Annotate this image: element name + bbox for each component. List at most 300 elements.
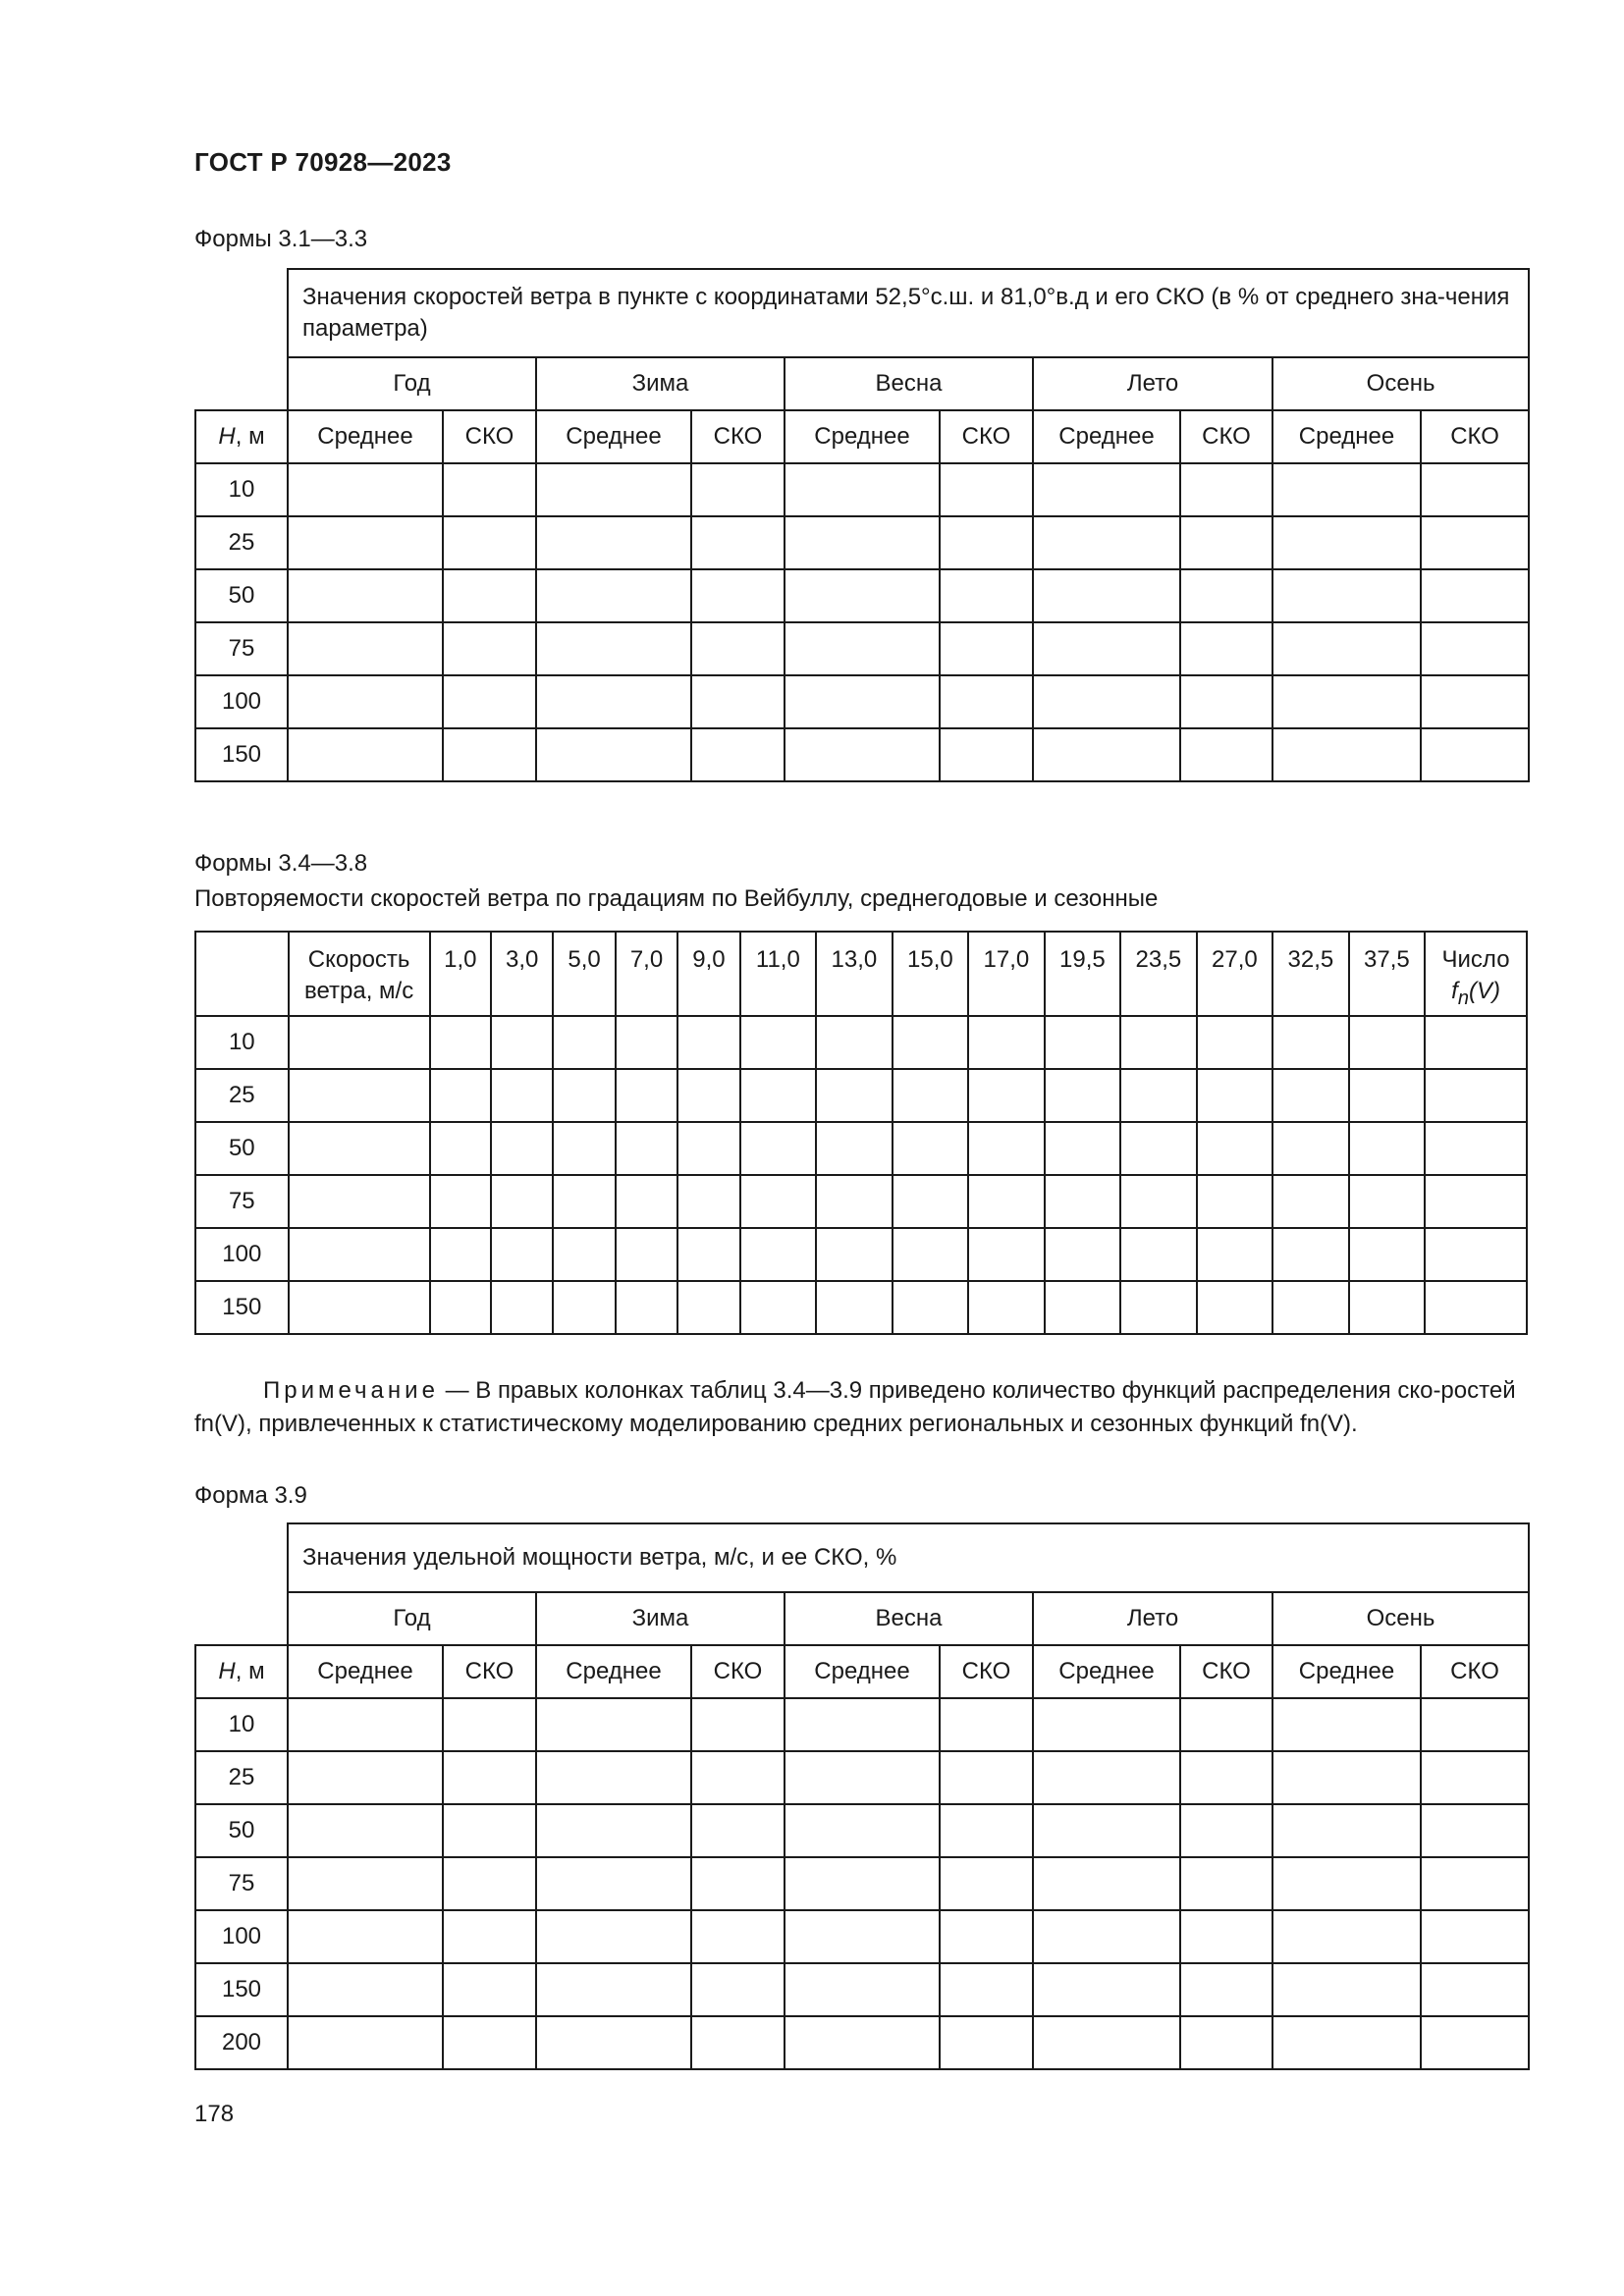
form1-empty-cell[interactable]: [288, 569, 443, 622]
form1-empty-cell[interactable]: [785, 622, 940, 675]
form3-empty-cell[interactable]: [536, 1698, 691, 1751]
form3-sko-header: СКО: [1180, 1645, 1272, 1698]
form2-empty-cell[interactable]: [491, 1228, 553, 1281]
form3-empty-cell[interactable]: [1421, 1804, 1529, 1857]
form2-empty-cell[interactable]: [616, 1122, 677, 1175]
form3-empty-cell[interactable]: [1421, 1910, 1529, 1963]
form2-empty-cell[interactable]: [1349, 1016, 1426, 1069]
form3-empty-cell[interactable]: [1180, 1910, 1272, 1963]
form2-empty-cell[interactable]: [816, 1122, 893, 1175]
form3-empty-cell[interactable]: [1272, 1910, 1421, 1963]
form2-empty-cell[interactable]: [1425, 1069, 1527, 1122]
form2-empty-cell[interactable]: [677, 1175, 739, 1228]
form2-empty-cell[interactable]: [289, 1122, 430, 1175]
form1-empty-cell[interactable]: [536, 516, 691, 569]
form1-empty-cell[interactable]: [1421, 463, 1529, 516]
form1-empty-cell[interactable]: [1421, 728, 1529, 781]
form2-speed-header: 1,0: [430, 932, 491, 1016]
form2-empty-cell[interactable]: [740, 1175, 817, 1228]
form1-empty-cell[interactable]: [288, 463, 443, 516]
form2-empty-cell[interactable]: [677, 1228, 739, 1281]
form3-empty-cell[interactable]: [536, 2016, 691, 2069]
form2-speed-header: 27,0: [1197, 932, 1273, 1016]
form3-empty-cell[interactable]: [1033, 1804, 1180, 1857]
form2-empty-cell[interactable]: [816, 1228, 893, 1281]
form3-empty-cell[interactable]: [1033, 1963, 1180, 2016]
form2-corner-blank: [195, 932, 289, 1016]
form3-row-height: 10: [195, 1698, 288, 1751]
form2-empty-cell[interactable]: [816, 1016, 893, 1069]
form3-empty-cell[interactable]: [691, 1698, 785, 1751]
form2-empty-cell[interactable]: [430, 1281, 491, 1334]
form3-empty-cell[interactable]: [940, 1751, 1033, 1804]
form3-mean-header: Среднее: [785, 1645, 940, 1698]
form2-empty-cell[interactable]: [1197, 1175, 1273, 1228]
form3-empty-cell[interactable]: [1272, 2016, 1421, 2069]
form1-empty-cell[interactable]: [1180, 675, 1272, 728]
form2-speed-header: 5,0: [553, 932, 615, 1016]
form3-empty-cell[interactable]: [288, 1857, 443, 1910]
form1-empty-cell[interactable]: [288, 675, 443, 728]
form3-mean-header: Среднее: [1033, 1645, 1180, 1698]
form2-empty-cell[interactable]: [816, 1175, 893, 1228]
form1-caption: Формы 3.1—3.3: [194, 226, 368, 252]
form1-row-height: 25: [195, 516, 288, 569]
form2-empty-cell[interactable]: [968, 1281, 1045, 1334]
form2-empty-cell[interactable]: [816, 1281, 893, 1334]
form1-empty-cell[interactable]: [1180, 516, 1272, 569]
form3-row: [195, 1751, 1529, 1804]
form3-subheader-row: [195, 1645, 1529, 1698]
form1-mean-header: Среднее: [536, 410, 691, 463]
form3-row-height: 50: [195, 1804, 288, 1857]
form2-empty-cell[interactable]: [1425, 1016, 1527, 1069]
form3-empty-cell[interactable]: [1033, 1698, 1180, 1751]
form1-empty-cell[interactable]: [940, 675, 1033, 728]
form3-empty-cell[interactable]: [1180, 1804, 1272, 1857]
form3-row-height: 100: [195, 1910, 288, 1963]
form1-empty-cell[interactable]: [785, 463, 940, 516]
form1-empty-cell[interactable]: [691, 728, 785, 781]
form2-empty-cell[interactable]: [968, 1175, 1045, 1228]
form1-empty-cell[interactable]: [1421, 622, 1529, 675]
form2-empty-cell[interactable]: [1272, 1122, 1349, 1175]
form2-empty-cell[interactable]: [430, 1069, 491, 1122]
form3-empty-cell[interactable]: [288, 1698, 443, 1751]
form3-empty-cell[interactable]: [691, 1963, 785, 2016]
form2-speed-header: 13,0: [816, 932, 893, 1016]
form3-empty-cell[interactable]: [1272, 1804, 1421, 1857]
form3-sko-header: СКО: [940, 1645, 1033, 1698]
form1-empty-cell[interactable]: [940, 463, 1033, 516]
form1-season-summer: Лето: [1033, 357, 1272, 410]
form3-season-spring: Весна: [785, 1592, 1033, 1645]
form1-sko-header: СКО: [443, 410, 536, 463]
form2-empty-cell[interactable]: [1272, 1175, 1349, 1228]
form2-row-height: 100: [195, 1228, 289, 1281]
form3-row-height: 150: [195, 1963, 288, 2016]
form3-caption: Форма 3.9: [194, 1482, 307, 1509]
form2-empty-cell[interactable]: [1425, 1175, 1527, 1228]
form1-mean-header: Среднее: [785, 410, 940, 463]
form3-empty-cell[interactable]: [940, 1910, 1033, 1963]
form2-empty-cell[interactable]: [677, 1122, 739, 1175]
form1-empty-cell[interactable]: [691, 675, 785, 728]
form2-empty-cell[interactable]: [740, 1069, 817, 1122]
form1-empty-cell[interactable]: [443, 463, 536, 516]
form3-empty-cell[interactable]: [536, 1751, 691, 1804]
form2-speed-header: 15,0: [893, 932, 969, 1016]
form3-empty-cell[interactable]: [443, 1910, 536, 1963]
form1-season-year: Год: [288, 357, 536, 410]
form1-empty-cell[interactable]: [940, 569, 1033, 622]
form3-empty-cell[interactable]: [691, 1910, 785, 1963]
form3-empty-cell[interactable]: [1033, 1751, 1180, 1804]
form2-empty-cell[interactable]: [677, 1069, 739, 1122]
form1-empty-cell[interactable]: [785, 728, 940, 781]
form1-empty-cell[interactable]: [1272, 728, 1421, 781]
form2-empty-cell[interactable]: [491, 1122, 553, 1175]
form1-empty-cell[interactable]: [940, 622, 1033, 675]
form3-empty-cell[interactable]: [443, 1804, 536, 1857]
form2-empty-cell[interactable]: [289, 1016, 430, 1069]
form3-row-height: 75: [195, 1857, 288, 1910]
form2-empty-cell[interactable]: [968, 1122, 1045, 1175]
form2-empty-cell[interactable]: [1197, 1122, 1273, 1175]
form2-empty-cell[interactable]: [1272, 1016, 1349, 1069]
form1-height-header: H, м: [195, 410, 288, 463]
form2-empty-cell[interactable]: [1120, 1228, 1197, 1281]
form2-empty-cell[interactable]: [677, 1016, 739, 1069]
form2-empty-cell[interactable]: [289, 1175, 430, 1228]
form2-empty-cell[interactable]: [491, 1069, 553, 1122]
form2-empty-cell[interactable]: [289, 1281, 430, 1334]
form3-row: [195, 2016, 1529, 2069]
form3-empty-cell[interactable]: [536, 1857, 691, 1910]
form1-empty-cell[interactable]: [536, 675, 691, 728]
form2-empty-cell[interactable]: [616, 1175, 677, 1228]
form2-empty-cell[interactable]: [1197, 1069, 1273, 1122]
form2-empty-cell[interactable]: [430, 1228, 491, 1281]
form2-empty-cell[interactable]: [1349, 1281, 1426, 1334]
form1-empty-cell[interactable]: [1033, 463, 1180, 516]
form2-empty-cell[interactable]: [1197, 1281, 1273, 1334]
form1-empty-cell[interactable]: [1421, 569, 1529, 622]
form1-table: [194, 268, 1530, 782]
form2-empty-cell[interactable]: [1349, 1069, 1426, 1122]
form1-row: [195, 516, 1529, 569]
form1-empty-cell[interactable]: [536, 569, 691, 622]
form1-empty-cell[interactable]: [1272, 463, 1421, 516]
form1-empty-cell[interactable]: [1272, 622, 1421, 675]
form3-mean-header: Среднее: [288, 1645, 443, 1698]
form2-empty-cell[interactable]: [1045, 1228, 1121, 1281]
form2-empty-cell[interactable]: [553, 1175, 615, 1228]
form3-empty-cell[interactable]: [1421, 1698, 1529, 1751]
form3-empty-cell[interactable]: [785, 2016, 940, 2069]
page-number: 178: [194, 2101, 235, 2127]
form2-empty-cell[interactable]: [893, 1281, 969, 1334]
form3-row: [195, 1698, 1529, 1751]
form2-empty-cell[interactable]: [616, 1228, 677, 1281]
form3-empty-cell[interactable]: [288, 2016, 443, 2069]
form2-empty-cell[interactable]: [616, 1069, 677, 1122]
form2-empty-cell[interactable]: [491, 1281, 553, 1334]
form1-empty-cell[interactable]: [443, 516, 536, 569]
form2-empty-cell[interactable]: [553, 1122, 615, 1175]
form2-empty-cell[interactable]: [553, 1069, 615, 1122]
form1-empty-cell[interactable]: [691, 463, 785, 516]
form3-empty-cell[interactable]: [940, 1963, 1033, 2016]
form2-empty-cell[interactable]: [1120, 1016, 1197, 1069]
form2-count-header: Число $f_n(V)$: [1425, 932, 1527, 1016]
form3-empty-cell[interactable]: [785, 1910, 940, 1963]
form2-empty-cell[interactable]: [616, 1016, 677, 1069]
form1-empty-cell[interactable]: [536, 463, 691, 516]
form3-sko-header: СКО: [443, 1645, 536, 1698]
form3-empty-cell[interactable]: [1033, 1857, 1180, 1910]
form2-header-row: [195, 932, 1527, 1016]
form3-empty-cell[interactable]: [691, 2016, 785, 2069]
form3-empty-cell[interactable]: [1033, 2016, 1180, 2069]
form3-empty-cell[interactable]: [1180, 1698, 1272, 1751]
form3-empty-cell[interactable]: [1272, 1698, 1421, 1751]
form2-empty-cell[interactable]: [1425, 1228, 1527, 1281]
form1-row-height: 100: [195, 675, 288, 728]
form1-season-spring: Весна: [785, 357, 1033, 410]
form2-empty-cell[interactable]: [430, 1175, 491, 1228]
form2-empty-cell[interactable]: [1120, 1281, 1197, 1334]
form2-empty-cell[interactable]: [289, 1228, 430, 1281]
form2-empty-cell[interactable]: [740, 1122, 817, 1175]
form1-empty-cell[interactable]: [691, 516, 785, 569]
form3-empty-cell[interactable]: [1421, 1857, 1529, 1910]
form2-empty-cell[interactable]: [553, 1281, 615, 1334]
form3-corner-blank: [195, 1523, 288, 1645]
form1-empty-cell[interactable]: [1033, 728, 1180, 781]
form2-empty-cell[interactable]: [816, 1069, 893, 1122]
form1-row: [195, 569, 1529, 622]
form1-empty-cell[interactable]: [1272, 569, 1421, 622]
form2-empty-cell[interactable]: [968, 1016, 1045, 1069]
form3-empty-cell[interactable]: [1421, 1751, 1529, 1804]
form2-empty-cell[interactable]: [968, 1228, 1045, 1281]
form3-empty-cell[interactable]: [785, 1698, 940, 1751]
form1-empty-cell[interactable]: [785, 516, 940, 569]
form3-empty-cell[interactable]: [940, 2016, 1033, 2069]
form3-sko-header: СКО: [691, 1645, 785, 1698]
form1-empty-cell[interactable]: [288, 622, 443, 675]
form2-speed-header: 32,5: [1272, 932, 1349, 1016]
form3-empty-cell[interactable]: [1180, 1751, 1272, 1804]
form1-empty-cell[interactable]: [536, 728, 691, 781]
form2-speed-header: 11,0: [740, 932, 817, 1016]
form3-table: [194, 1522, 1530, 2070]
form2-empty-cell[interactable]: [740, 1228, 817, 1281]
form2-empty-cell[interactable]: [430, 1122, 491, 1175]
form1-empty-cell[interactable]: [288, 728, 443, 781]
note-text: — В правых колонках таблиц 3.4—3.9 приведено количество функций распределения ско-ростей fn(V), привлеченных к статистическому моделированию средних региональных и сезонных функций fn(V).: [194, 1377, 1516, 1437]
form1-empty-cell[interactable]: [1272, 516, 1421, 569]
form2-empty-cell[interactable]: [1045, 1016, 1121, 1069]
form2-empty-cell[interactable]: [893, 1016, 969, 1069]
form3-season-summer: Лето: [1033, 1592, 1272, 1645]
form3-empty-cell[interactable]: [443, 2016, 536, 2069]
form1-empty-cell[interactable]: [288, 516, 443, 569]
form3-empty-cell[interactable]: [1421, 2016, 1529, 2069]
document-title: ГОСТ Р 70928—2023: [194, 147, 452, 177]
form1-empty-cell[interactable]: [536, 622, 691, 675]
form2-empty-cell[interactable]: [677, 1281, 739, 1334]
form2-empty-cell[interactable]: [893, 1122, 969, 1175]
form2-empty-cell[interactable]: [1045, 1122, 1121, 1175]
form3-empty-cell[interactable]: [288, 1804, 443, 1857]
form2-empty-cell[interactable]: [893, 1175, 969, 1228]
form2-empty-cell[interactable]: [1272, 1069, 1349, 1122]
form2-empty-cell[interactable]: [893, 1069, 969, 1122]
form2-empty-cell[interactable]: [491, 1175, 553, 1228]
form3-empty-cell[interactable]: [443, 1698, 536, 1751]
form1-empty-cell[interactable]: [1033, 675, 1180, 728]
form2-speed-header: 7,0: [616, 932, 677, 1016]
form2-empty-cell[interactable]: [1045, 1281, 1121, 1334]
form1-empty-cell[interactable]: [1180, 569, 1272, 622]
form1-subheader-row: [195, 410, 1529, 463]
form2-empty-cell[interactable]: [553, 1016, 615, 1069]
form3-empty-cell[interactable]: [536, 1804, 691, 1857]
form2-speed-header: 19,5: [1045, 932, 1121, 1016]
form3-empty-cell[interactable]: [691, 1857, 785, 1910]
form1-empty-cell[interactable]: [1272, 675, 1421, 728]
form1-row-height: 10: [195, 463, 288, 516]
form3-empty-cell[interactable]: [288, 1963, 443, 2016]
form1-empty-cell[interactable]: [691, 622, 785, 675]
form3-row: [195, 1963, 1529, 2016]
form2-empty-cell[interactable]: [289, 1069, 430, 1122]
form1-empty-cell[interactable]: [785, 569, 940, 622]
form2-empty-cell[interactable]: [1120, 1122, 1197, 1175]
form2-empty-cell[interactable]: [893, 1228, 969, 1281]
form2-row: [195, 1016, 1527, 1069]
form2-empty-cell[interactable]: [1425, 1281, 1527, 1334]
form1-empty-cell[interactable]: [443, 569, 536, 622]
form3-empty-cell[interactable]: [443, 1963, 536, 2016]
form3-empty-cell[interactable]: [1180, 2016, 1272, 2069]
form3-empty-cell[interactable]: [1180, 1857, 1272, 1910]
form2-empty-cell[interactable]: [1120, 1175, 1197, 1228]
form2-empty-cell[interactable]: [740, 1281, 817, 1334]
form2-empty-cell[interactable]: [1045, 1069, 1121, 1122]
form2-empty-cell[interactable]: [1197, 1228, 1273, 1281]
form1-empty-cell[interactable]: [1180, 622, 1272, 675]
form1-empty-cell[interactable]: [1033, 622, 1180, 675]
form3-empty-cell[interactable]: [940, 1698, 1033, 1751]
form3-empty-cell[interactable]: [785, 1857, 940, 1910]
form2-empty-cell[interactable]: [968, 1069, 1045, 1122]
form3-empty-cell[interactable]: [536, 1963, 691, 2016]
form3-empty-cell[interactable]: [1272, 1963, 1421, 2016]
form2-empty-cell[interactable]: [1425, 1122, 1527, 1175]
form1-empty-cell[interactable]: [940, 516, 1033, 569]
form2-empty-cell[interactable]: [553, 1228, 615, 1281]
form2-empty-cell[interactable]: [491, 1016, 553, 1069]
form1-row-height: 75: [195, 622, 288, 675]
form3-empty-cell[interactable]: [288, 1910, 443, 1963]
form3-empty-cell[interactable]: [785, 1963, 940, 2016]
form2-empty-cell[interactable]: [1045, 1175, 1121, 1228]
form1-empty-cell[interactable]: [443, 728, 536, 781]
form1-empty-cell[interactable]: [691, 569, 785, 622]
form3-empty-cell[interactable]: [443, 1857, 536, 1910]
form2-subtitle: Повторяемости скоростей ветра по градациям по Вейбуллу, среднегодовые и сезонные: [194, 885, 1159, 912]
form3-empty-cell[interactable]: [1033, 1910, 1180, 1963]
form2-empty-cell[interactable]: [1272, 1228, 1349, 1281]
form2-empty-cell[interactable]: [740, 1016, 817, 1069]
form2-empty-cell[interactable]: [1349, 1228, 1426, 1281]
note-label: Примечание: [263, 1377, 439, 1404]
form3-empty-cell[interactable]: [443, 1751, 536, 1804]
form3-empty-cell[interactable]: [1421, 1963, 1529, 2016]
form1-empty-cell[interactable]: [1180, 463, 1272, 516]
form2-empty-cell[interactable]: [1349, 1175, 1426, 1228]
form1-empty-cell[interactable]: [1421, 675, 1529, 728]
form1-description: Значения скоростей ветра в пункте с координатами 52,5°с.ш. и 81,0°в.д и его СКО (в % от среднего зна-чения параметра): [288, 269, 1529, 357]
form3-empty-cell[interactable]: [785, 1804, 940, 1857]
form1-empty-cell[interactable]: [1033, 516, 1180, 569]
form2-empty-cell[interactable]: [1349, 1122, 1426, 1175]
form1-empty-cell[interactable]: [785, 675, 940, 728]
form3-empty-cell[interactable]: [1272, 1751, 1421, 1804]
form3-empty-cell[interactable]: [785, 1751, 940, 1804]
form2-speed-label: Скорость ветра, м/с: [289, 932, 430, 1016]
form3-empty-cell[interactable]: [1272, 1857, 1421, 1910]
form2-empty-cell[interactable]: [1120, 1069, 1197, 1122]
form1-empty-cell[interactable]: [443, 675, 536, 728]
form3-empty-cell[interactable]: [691, 1751, 785, 1804]
form3-empty-cell[interactable]: [691, 1804, 785, 1857]
form1-empty-cell[interactable]: [1033, 569, 1180, 622]
form3-row: [195, 1804, 1529, 1857]
form3-empty-cell[interactable]: [536, 1910, 691, 1963]
form1-empty-cell[interactable]: [1421, 516, 1529, 569]
form3-season-autumn: Осень: [1272, 1592, 1529, 1645]
form2-table: [194, 931, 1528, 1335]
form3-season-winter: Зима: [536, 1592, 785, 1645]
form1-empty-cell[interactable]: [443, 622, 536, 675]
form3-mean-header: Среднее: [536, 1645, 691, 1698]
form2-empty-cell[interactable]: [430, 1016, 491, 1069]
form1-sko-header: СКО: [1421, 410, 1529, 463]
form2-empty-cell[interactable]: [616, 1281, 677, 1334]
form3-empty-cell[interactable]: [1180, 1963, 1272, 2016]
form1-sko-header: СКО: [1180, 410, 1272, 463]
form3-empty-cell[interactable]: [940, 1804, 1033, 1857]
note-paragraph: [194, 1374, 1528, 1441]
form2-row-height: 10: [195, 1016, 289, 1069]
form3-empty-cell[interactable]: [940, 1857, 1033, 1910]
form2-empty-cell[interactable]: [1197, 1016, 1273, 1069]
form1-empty-cell[interactable]: [940, 728, 1033, 781]
form2-empty-cell[interactable]: [1272, 1281, 1349, 1334]
form2-row: [195, 1281, 1527, 1334]
form1-empty-cell[interactable]: [1180, 728, 1272, 781]
form1-season-autumn: Осень: [1272, 357, 1529, 410]
form2-speed-header: 9,0: [677, 932, 739, 1016]
form3-empty-cell[interactable]: [288, 1751, 443, 1804]
form1-season-winter: Зима: [536, 357, 785, 410]
form2-row: [195, 1175, 1527, 1228]
form1-mean-header: Среднее: [1033, 410, 1180, 463]
